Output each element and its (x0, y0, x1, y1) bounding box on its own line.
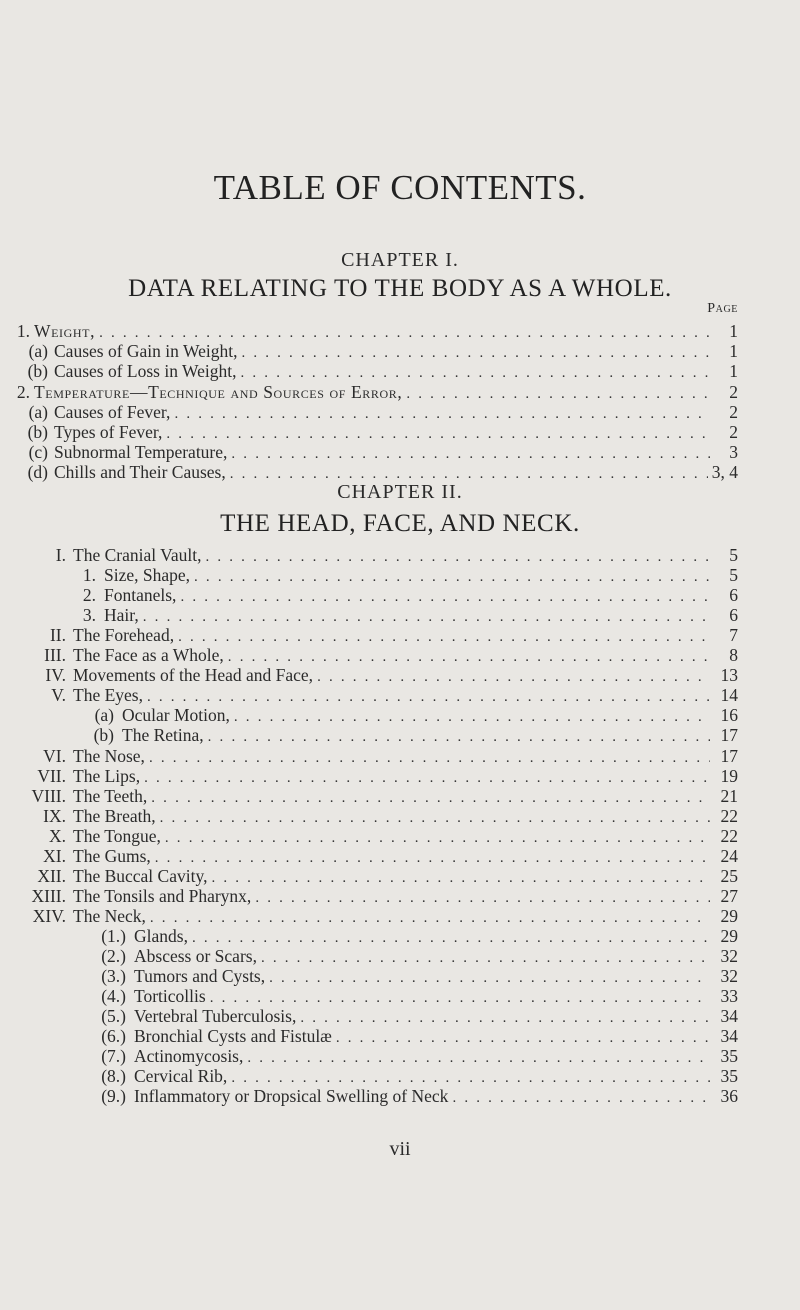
toc-entry (84, 725, 738, 747)
toc-entry (18, 341, 738, 363)
entry-number: V. (51, 685, 66, 706)
toc-entry (0, 846, 738, 868)
dot-leader (147, 790, 710, 807)
entry-page-number: 8 (729, 645, 738, 666)
toc-entry (18, 402, 738, 424)
dot-leader (201, 549, 710, 566)
entry-number: III. (44, 645, 66, 666)
entry-number: (8.) (101, 1066, 126, 1087)
entry-number: (b) (27, 422, 48, 442)
toc-entry (90, 946, 738, 968)
dot-leader (188, 930, 710, 947)
entry-page-number: 3, 4 (711, 462, 738, 483)
entry-number: 1. (82, 565, 96, 586)
toc-entry (90, 926, 738, 948)
entry-number: (2.) (101, 946, 126, 966)
toc-entry (90, 1046, 738, 1068)
entry-title: Ocular Motion, (122, 705, 230, 726)
entry-page-number: 32 (720, 946, 738, 966)
entry-title: Glands, (134, 925, 188, 946)
dot-leader (170, 406, 710, 423)
chapter-2-title: THE HEAD, FACE, AND NECK. (220, 510, 580, 537)
entry-number: XII. (37, 865, 66, 886)
dot-leader (224, 649, 710, 666)
entry-title: Causes of Gain in Weight, (54, 341, 238, 362)
chapter-1-label: CHAPTER I. (341, 249, 459, 271)
entry-page-number: 36 (720, 1086, 738, 1107)
toc-entry (90, 966, 738, 988)
dot-leader (95, 325, 710, 342)
entry-page-number: 6 (729, 605, 738, 626)
entry-number: (9.) (101, 1086, 126, 1107)
entry-number: (5.) (101, 1006, 126, 1027)
toc-entry (90, 1026, 738, 1048)
dot-leader (139, 609, 710, 626)
entry-title: Fontanels, (104, 585, 177, 606)
entry-title: The Breath, (73, 805, 156, 826)
dot-leader (176, 589, 710, 606)
toc-entry (76, 565, 738, 587)
entry-number: (c) (28, 442, 48, 463)
entry-title: The Neck, (73, 905, 146, 926)
entry-page-number: 27 (720, 885, 738, 906)
entry-page-number: 2 (729, 422, 738, 442)
dot-leader (146, 910, 710, 927)
toc-entry (0, 545, 738, 567)
entry-number: 1. (16, 321, 30, 341)
toc-entry (18, 442, 738, 464)
entry-page-number: 16 (720, 705, 738, 726)
entry-page-number: 1 (729, 361, 738, 382)
entry-title: Actinomycosis, (134, 1046, 244, 1067)
dot-leader (237, 365, 711, 382)
entry-page-number: 29 (720, 925, 738, 946)
dot-leader (237, 345, 710, 362)
entry-title: Tumors and Cysts, (134, 966, 266, 987)
entry-page-number: 5 (729, 565, 738, 586)
entry-page-number: 34 (720, 1026, 738, 1047)
entry-title: Size, Shape, (104, 565, 191, 586)
entry-number: (1.) (101, 925, 126, 946)
entry-title: Vertebral Tuberculosis, (134, 1006, 297, 1027)
entry-page-number: 6 (729, 585, 738, 606)
entry-page-number: 1 (729, 321, 738, 341)
toc-entry (0, 625, 738, 647)
entry-number: XIV. (32, 905, 66, 926)
toc-entry (0, 645, 738, 667)
entry-number: 3. (82, 605, 96, 626)
entry-page-number: 22 (720, 805, 738, 826)
entry-page-number: 19 (720, 765, 738, 786)
dot-leader (156, 810, 710, 827)
dot-leader (206, 990, 710, 1007)
entry-page-number: 3 (729, 442, 738, 463)
entry-title: Abscess or Scars, (134, 946, 257, 966)
toc-entry (0, 321, 738, 343)
toc-entry (0, 685, 738, 707)
entry-title: The Retina, (122, 725, 204, 746)
page-title: TABLE OF CONTENTS. (213, 168, 587, 207)
entry-number: (7.) (101, 1046, 126, 1067)
toc-entry (0, 766, 738, 788)
toc-entry (0, 746, 738, 768)
entry-title: Bronchial Cysts and Fistulæ (134, 1026, 332, 1047)
toc-entry (84, 705, 738, 727)
entry-number: IX. (43, 805, 66, 826)
toc-entry (76, 585, 738, 607)
entry-title: Subnormal Temperature, (54, 442, 228, 463)
entry-page-number: 21 (720, 785, 738, 806)
dot-leader (143, 689, 710, 706)
toc-entry (0, 786, 738, 808)
toc-entry (18, 462, 738, 484)
entry-number: XIII. (31, 885, 66, 906)
entry-number: 2. (16, 381, 30, 402)
toc-entry (0, 382, 738, 404)
entry-number: XI. (43, 845, 66, 866)
entry-page-number: 1 (729, 341, 738, 362)
entry-number: (3.) (101, 966, 126, 987)
dot-leader (243, 1050, 710, 1067)
toc-entry (0, 906, 738, 928)
dot-leader (174, 629, 710, 646)
entry-number: I. (55, 545, 66, 565)
entry-page-number: 25 (720, 865, 738, 886)
entry-title: The Forehead, (73, 625, 175, 646)
entry-page-number: 29 (720, 905, 738, 926)
dot-leader (161, 830, 710, 847)
dot-leader (296, 1010, 710, 1027)
chapter-2-label: CHAPTER II. (337, 481, 463, 503)
dot-leader (227, 446, 710, 463)
dot-leader (207, 870, 710, 887)
entry-title: Torticollis (134, 986, 206, 1007)
toc-entry (0, 866, 738, 888)
entry-page-number: 24 (720, 845, 738, 866)
dot-leader (226, 466, 708, 483)
entry-number: VII. (37, 765, 66, 786)
entry-title: Inflammatory or Dropsical Swelling of Neck (134, 1086, 449, 1107)
dot-leader (257, 950, 710, 967)
entry-page-number: 35 (720, 1046, 738, 1067)
entry-number: X. (48, 825, 66, 846)
entry-title: The Cranial Vault, (73, 545, 202, 565)
entry-title: Causes of Loss in Weight, (54, 361, 237, 382)
toc-entry (0, 886, 738, 908)
page-column-header: Page (707, 301, 738, 316)
toc-entry (18, 422, 738, 444)
toc-entry (76, 605, 738, 627)
chapter-1-title: DATA RELATING TO THE BODY AS A WHOLE. (128, 275, 672, 302)
dot-leader (332, 1030, 710, 1047)
entry-page-number: 17 (720, 725, 738, 746)
dot-leader (313, 669, 710, 686)
entry-page-number: 35 (720, 1066, 738, 1087)
entry-title: The Face as a Whole, (73, 645, 224, 666)
toc-entry (90, 1006, 738, 1028)
entry-title: The Lips, (73, 765, 141, 786)
toc-entry (0, 826, 738, 848)
entry-title: Causes of Fever, (54, 401, 171, 422)
dot-leader (190, 569, 710, 586)
entry-number: 2. (82, 585, 96, 606)
entry-page-number: 2 (729, 381, 738, 402)
entry-title: Hair, (104, 605, 139, 626)
entry-page-number: 32 (720, 966, 738, 987)
entry-page-number: 5 (729, 545, 738, 565)
toc-entry (0, 806, 738, 828)
entry-title: The Nose, (73, 745, 145, 766)
dot-leader (230, 709, 710, 726)
entry-page-number: 22 (720, 825, 738, 846)
entry-title: Cervical Rib, (134, 1066, 228, 1087)
entry-title: The Buccal Cavity, (73, 865, 208, 886)
entry-number: VIII. (31, 785, 66, 806)
toc-entry (90, 1066, 738, 1088)
dot-leader (402, 386, 710, 403)
dot-leader (204, 729, 710, 746)
page-number: vii (389, 1138, 411, 1160)
dot-leader (448, 1090, 710, 1107)
entry-title: The Tonsils and Pharynx, (73, 885, 252, 906)
entry-title: Temperature—Technique and Sources of Error, (34, 381, 403, 402)
entry-title: Types of Fever, (54, 422, 163, 442)
entry-page-number: 17 (720, 745, 738, 766)
entry-number: (4.) (101, 986, 126, 1007)
entry-number: (a) (28, 341, 48, 362)
entry-number: (b) (93, 725, 114, 746)
entry-title: The Tongue, (73, 825, 161, 846)
entry-number: (6.) (101, 1026, 126, 1047)
dot-leader (162, 426, 710, 443)
entry-title: The Gums, (73, 845, 151, 866)
entry-number: (d) (27, 462, 48, 483)
entry-page-number: 2 (729, 401, 738, 422)
toc-entry (18, 361, 738, 383)
entry-title: Weight, (34, 321, 96, 341)
toc-entry (90, 986, 738, 1008)
dot-leader (227, 1070, 710, 1087)
entry-number: (b) (27, 361, 48, 382)
entry-page-number: 33 (720, 986, 738, 1007)
entry-number: VI. (43, 745, 66, 766)
dot-leader (140, 770, 710, 787)
dot-leader (145, 750, 710, 767)
dot-leader (151, 850, 710, 867)
entry-title: Movements of the Head and Face, (73, 665, 314, 686)
entry-page-number: 34 (720, 1006, 738, 1027)
entry-title: Chills and Their Causes, (54, 462, 226, 483)
toc-entry (0, 665, 738, 687)
entry-number: (a) (28, 401, 48, 422)
entry-page-number: 13 (720, 665, 738, 686)
entry-number: (a) (94, 705, 114, 726)
dot-leader (251, 890, 710, 907)
entry-page-number: 7 (729, 625, 738, 646)
dot-leader (265, 970, 710, 987)
entry-title: The Teeth, (73, 785, 148, 806)
entry-page-number: 14 (720, 685, 738, 706)
entry-title: The Eyes, (73, 685, 143, 706)
entry-number: II. (49, 625, 66, 646)
toc-entry (90, 1086, 738, 1108)
entry-number: IV. (45, 665, 66, 686)
